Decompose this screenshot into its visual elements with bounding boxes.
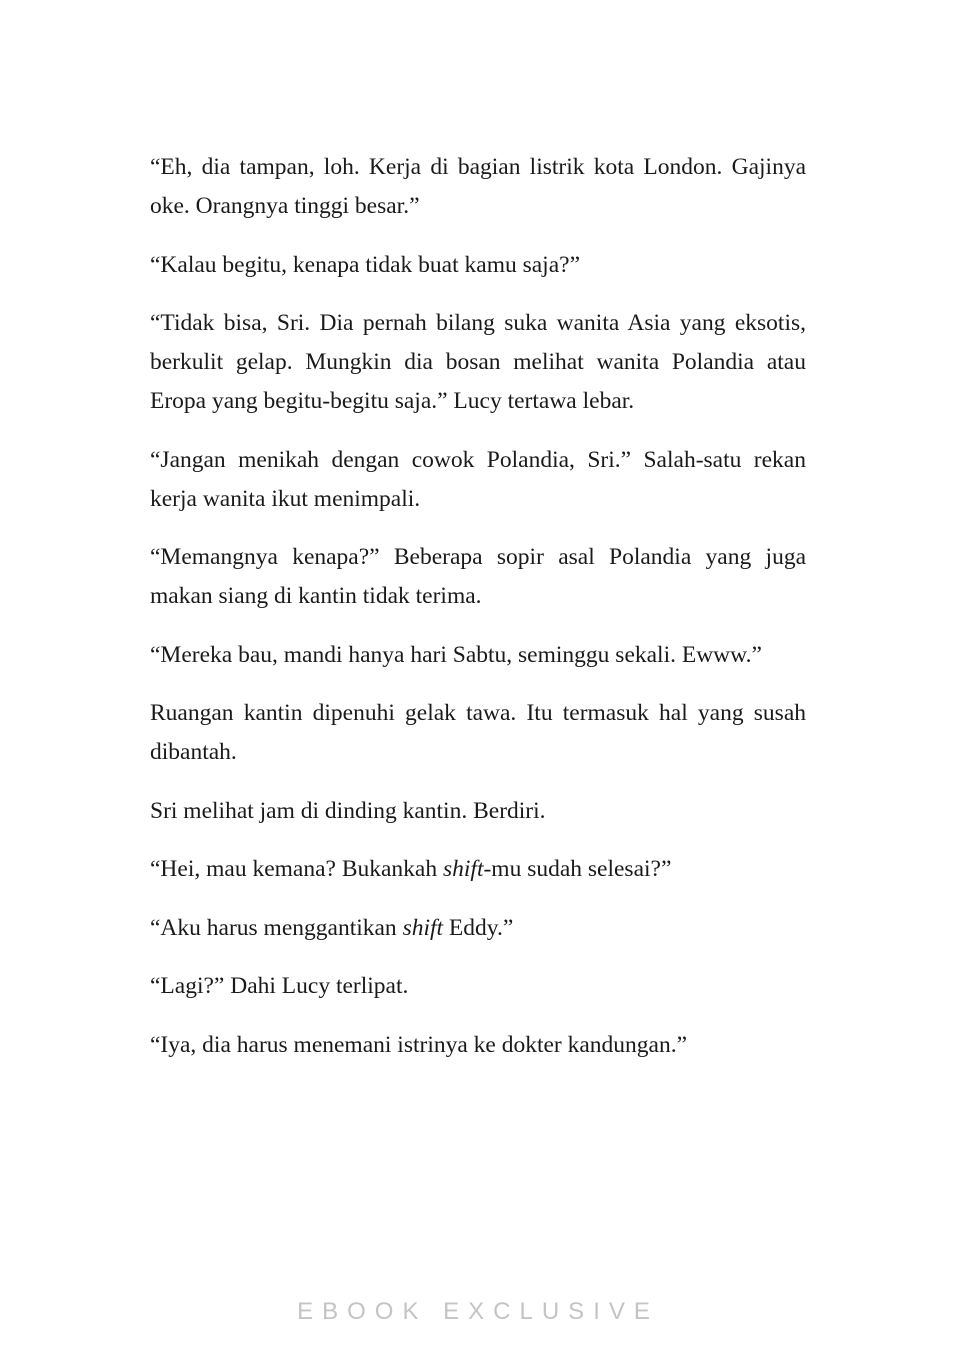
footer-watermark: EBOOK EXCLUSIVE (297, 1298, 659, 1325)
paragraph-text: Eddy.” (443, 914, 514, 941)
page-body (150, 148, 806, 1084)
paragraph: “Iya, dia harus menemani istrinya ke dokter kandungan.” (150, 1031, 688, 1058)
paragraph: “Memangnya kenapa?” Beberapa sopir asal Polandia yang juga makan siang di kantin tidak terima. (150, 544, 806, 609)
paragraph: “Tidak bisa, Sri. Dia pernah bilang suka wanita Asia yang eksotis, berkulit gelap. Mungkin dia bosan melihat wanita Polandia atau Eropa yang begitu-begitu saja.” Lucy tertawa lebar. (150, 310, 806, 414)
paragraph: Sri melihat jam di dinding kantin. Berdiri. (150, 797, 546, 824)
paragraph-italic: shift (442, 856, 484, 882)
paragraph-italic: shift (402, 914, 444, 941)
paragraph: “Eh, dia tampan, loh. Kerja di bagian listrik kota London. Gajinya oke. Orangnya tinggi besar.” (150, 154, 806, 219)
paragraph: “Mereka bau, mandi hanya hari Sabtu, seminggu sekali. Ewww.” (150, 641, 762, 668)
paragraph: Ruangan kantin dipenuhi gelak tawa. Itu termasuk hal yang susah dibantah. (150, 700, 806, 765)
paragraph-text: “Hei, mau kemana? Bukankah (150, 856, 443, 882)
paragraph (150, 909, 806, 948)
paragraph: “Jangan menikah dengan cowok Polandia, Sri.” Salah-satu rekan kerja wanita ikut menimpali. (150, 446, 806, 512)
paragraph: “Kalau begitu, kenapa tidak buat kamu saja?” (150, 251, 580, 278)
paragraph (150, 850, 806, 889)
paragraph-text: -mu sudah selesai?” (483, 856, 672, 882)
paragraph-text: “Aku harus menggantikan (150, 914, 403, 941)
paragraph: “Lagi?” Dahi Lucy terlipat. (150, 973, 409, 999)
